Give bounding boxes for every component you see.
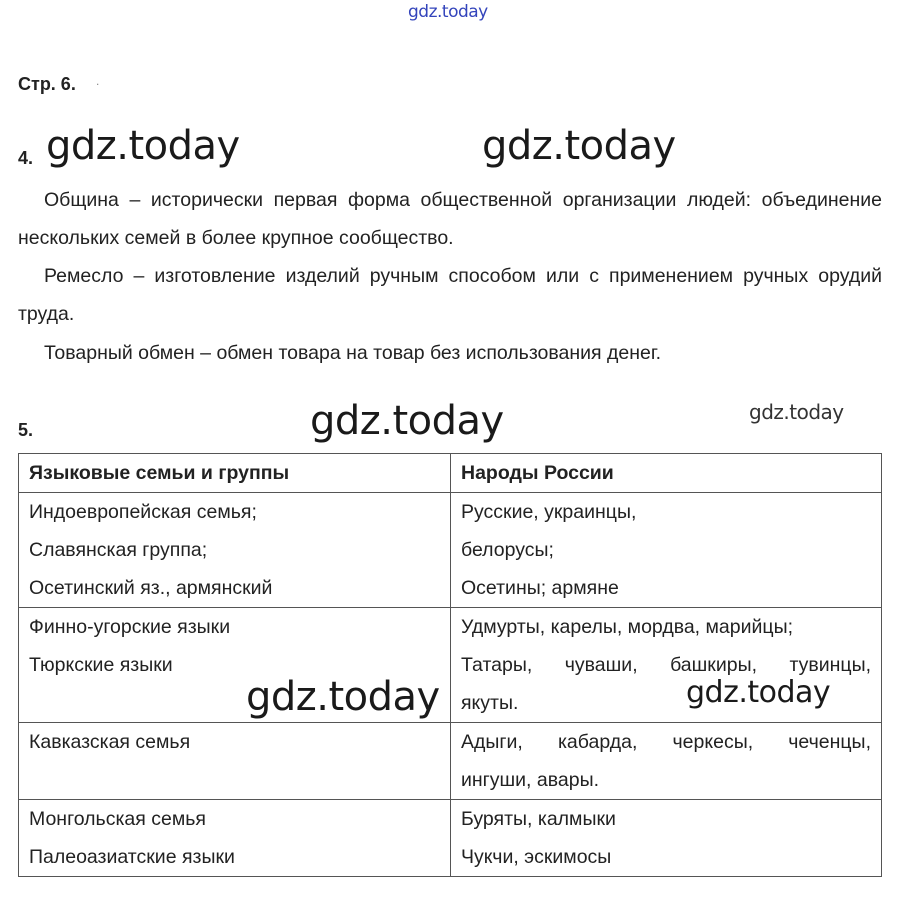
table-cell (19, 723, 451, 800)
cell-line: Осетины; армяне (461, 577, 619, 599)
cell-line: Осетинский яз., армянский (29, 577, 273, 599)
cell-line: Буряты, калмыки (461, 808, 616, 830)
watermark-text: gdz.today (246, 674, 440, 720)
page-dot: . (96, 74, 100, 88)
cell-line (29, 684, 440, 722)
watermark-text: gdz.today (749, 400, 844, 424)
table-header-row (19, 454, 882, 493)
watermark-text: gdz.today (408, 2, 488, 22)
language-families-table (18, 453, 882, 877)
table-row (19, 723, 882, 800)
cell-line: Палеоазиатские языки (29, 846, 235, 868)
cell-line: Адыги, кабарда, черкесы, чеченцы, (461, 731, 871, 753)
header-language-families: Языковые семьи и группы (19, 454, 451, 493)
cell-line: Кавказская семья (29, 731, 191, 753)
table-cell (451, 723, 882, 800)
watermark-text: gdz.today (310, 398, 504, 444)
cell-line: Чукчи, эскимосы (461, 846, 612, 868)
cell-line (29, 761, 440, 799)
page-label: Стр. 6. (18, 74, 76, 94)
watermark-text: gdz.today (482, 123, 676, 169)
cell-line: Татары, чуваши, башкиры, тувинцы, (461, 654, 871, 676)
cell-line: ингуши, авары. (461, 769, 600, 791)
header-peoples: Народы России (451, 454, 882, 493)
table-cell (19, 493, 451, 608)
cell-line: Тюркские языки (29, 654, 173, 676)
cell-line: Славянская группа; (29, 539, 208, 561)
table-cell (451, 493, 882, 608)
cell-line: якуты. (461, 692, 519, 714)
cell-line: Монгольская семья (29, 808, 206, 830)
cell-line: белорусы; (461, 539, 554, 561)
task-5-number: 5. (18, 420, 34, 440)
definition-obshchina: Община – исторически первая форма общественной организации людей: объединение нескольких семей в более крупное сообщество. (18, 189, 882, 249)
cell-line: Русские, украинцы, (461, 501, 637, 523)
table-row (19, 608, 882, 723)
table-row (19, 800, 882, 877)
table-row (19, 493, 882, 608)
cell-line: Индоевропейская семья; (29, 501, 257, 523)
definition-remeslo: Ремесло – изготовление изделий ручным способом или с применением ручных орудий труда. (18, 265, 882, 325)
cell-line: Удмурты, карелы, мордва, марийцы; (461, 616, 794, 638)
watermark-text: gdz.today (46, 123, 240, 169)
watermark-text: gdz.today (686, 675, 831, 710)
table-cell (19, 800, 451, 877)
definition-tovarny-obmen: Товарный обмен – обмен товара на товар без использования денег. (44, 342, 662, 364)
table-cell (451, 800, 882, 877)
table-cell (451, 608, 882, 723)
cell-line: Финно-угорские языки (29, 616, 231, 638)
task-4-number: 4. (18, 148, 34, 168)
table-cell (19, 608, 451, 723)
